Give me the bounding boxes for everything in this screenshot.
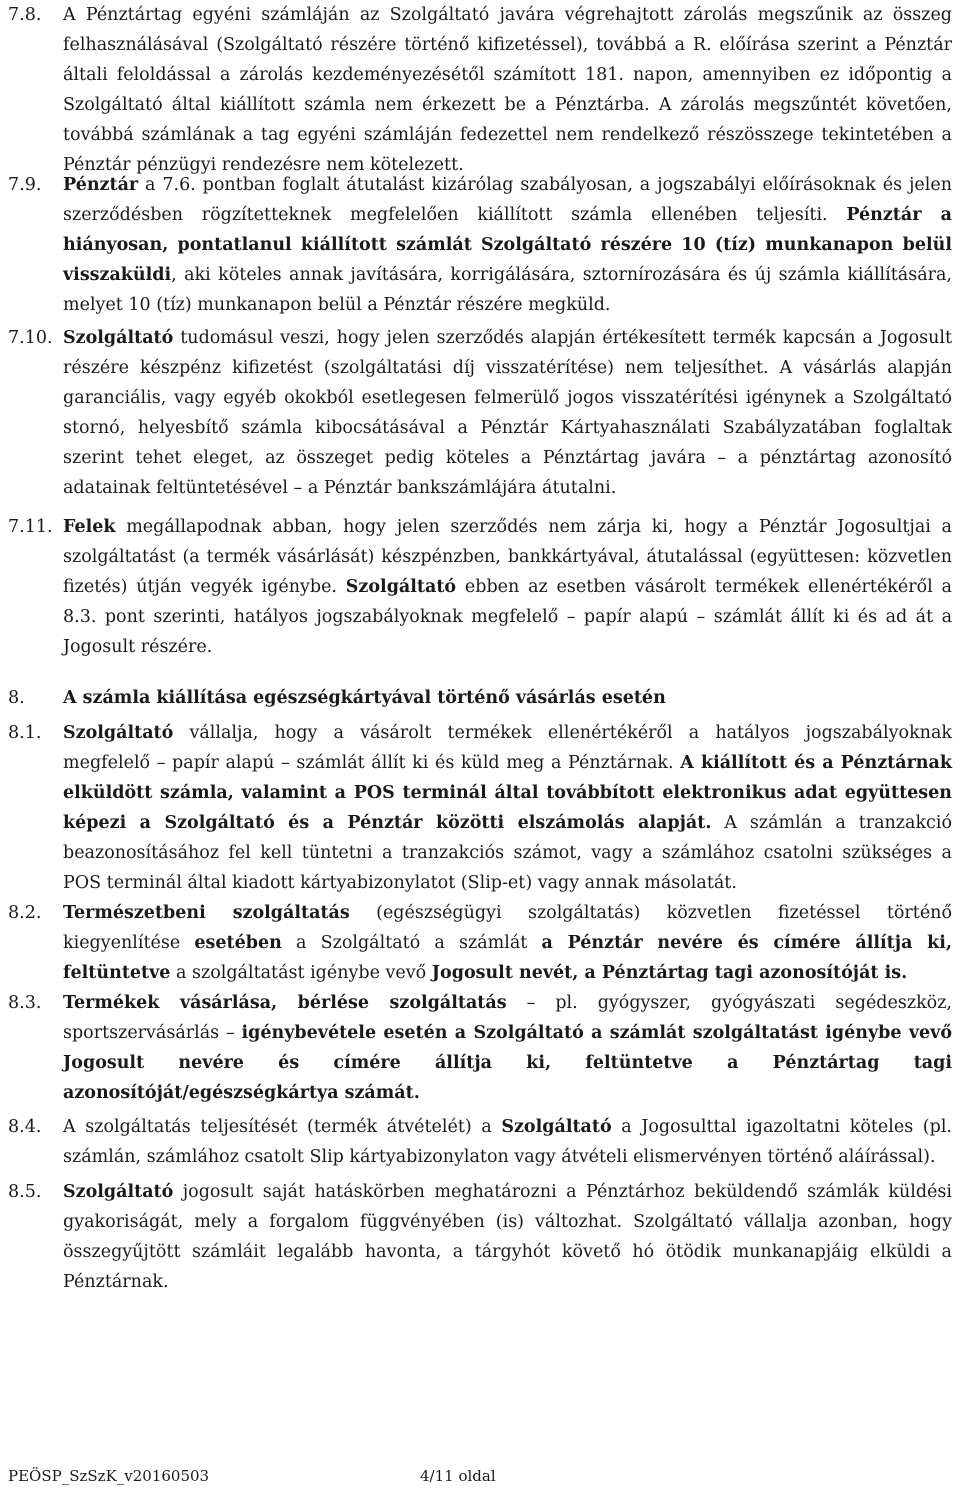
bold-text: Pénztár a — [846, 205, 952, 225]
text-line — [63, 1078, 952, 1108]
text-line — [63, 443, 952, 473]
body-text: stornó, helyesbítő számla kibocsátásával a Pénztár Kártyahasználati Szabályzatában foglaltak — [63, 418, 952, 438]
bold-text: azonosítóját/egészségkártya számát. — [63, 1083, 420, 1103]
text-line — [63, 1177, 952, 1207]
body-text: összegyűjtött számláit legalább havonta, a tárgyhót követő hó ötödik munkanapjáig elküldi a — [63, 1242, 952, 1262]
text-line — [63, 1237, 952, 1267]
bold-text: esetében — [194, 933, 282, 953]
text-line — [63, 323, 952, 353]
body-text: a Jogosulttal igazoltatni köteles (pl. — [611, 1117, 952, 1137]
paragraph-8-2 — [0, 898, 960, 988]
body-text: – pl. gyógyszer, gyógyászati segédeszköz, — [506, 993, 952, 1013]
paragraph-number: 7.9. — [8, 175, 42, 195]
body-text: részére készpénz kifizetést (szolgáltatási díj visszatérítése) nem teljesíthet. A vásárlás alapján — [63, 358, 952, 378]
text-line — [63, 1112, 952, 1142]
text-line — [63, 413, 952, 443]
bold-text: képezi a Szolgáltató és a Pénztár közötti elszámolás alapját. — [63, 813, 712, 833]
text-line — [63, 512, 952, 542]
body-text: (egészségügyi szolgáltatás) közvetlen fizetéssel történő — [349, 903, 952, 923]
text-line — [63, 602, 952, 632]
body-text: a 7.6. pontban foglalt átutalást kizárólag szabályosan, a jogszabályi előírásoknak és jelen — [138, 175, 952, 195]
bold-text: Szolgáltató — [63, 1182, 174, 1202]
text-line — [63, 808, 952, 838]
text-line — [63, 290, 952, 320]
paragraph-7-9 — [0, 170, 960, 320]
body-text: melyet 10 (tíz) munkanapon belül a Pénztár részére megküld. — [63, 295, 611, 315]
text-line — [63, 170, 952, 200]
bold-text: Termékek vásárlása, bérlése szolgáltatás — [63, 993, 507, 1013]
text-line — [63, 542, 952, 572]
bold-text: elküldött számla, valamint a POS terminál által továbbított elektronikus adat együttesen — [63, 783, 952, 803]
body-text: fizetés) útján vegyék igénybe. — [63, 577, 346, 597]
bold-text: Szolgáltató — [63, 328, 174, 348]
paragraph-8-3 — [0, 988, 960, 1108]
text-line — [63, 1018, 952, 1048]
body-text: Pénztár pénzügyi rendezésre nem kötelezett. — [63, 155, 464, 175]
body-text: ebben az esetben vásárolt termékek ellenértékéről a — [456, 577, 952, 597]
paragraph-8-1 — [0, 718, 960, 898]
bold-text: a Pénztár nevére és címére állítja ki, — [541, 933, 952, 953]
text-line — [63, 200, 952, 230]
text-line — [63, 120, 952, 150]
bold-text: visszaküldi — [63, 265, 172, 285]
body-text: számlán, számlához csatolt Slip kártyabizonylaton vagy átvételi elismervényen történő aláírással). — [63, 1147, 936, 1167]
text-line — [63, 30, 952, 60]
paragraph-number: 7.11. — [8, 517, 53, 537]
body-text: szerint tehet eleget, az összeget pedig köteles a Pénztártag javára – a pénztártag azonosító — [63, 448, 952, 468]
text-line — [63, 0, 952, 30]
body-text: A Pénztártag egyéni számláján az Szolgáltató javára végrehajtott zárolás megszűnik az összeg — [63, 5, 952, 25]
text-line — [63, 260, 952, 290]
bold-text: Természetbeni szolgáltatás — [63, 903, 350, 923]
paragraph-number: 8.2. — [8, 903, 42, 923]
text-line — [63, 958, 952, 988]
bold-text: Szolgáltató — [345, 577, 457, 597]
text-line — [63, 230, 952, 260]
text-line — [63, 1267, 952, 1297]
paragraph-8-4 — [0, 1112, 960, 1172]
body-text: Szolgáltató által kiállított számla nem érkezett be a Pénztárba. A zárolás megszűntét követően, — [63, 95, 952, 115]
body-text: a szolgáltatást igénybe vevő — [170, 963, 432, 983]
body-text: tudomásul veszi, hogy jelen szerződés alapján értékesített termék kapcsán a Jogosult — [173, 328, 952, 348]
bold-text: Szolgáltató — [501, 1117, 612, 1137]
text-line — [63, 353, 952, 383]
body-text: általi feloldással a zárolás kezdeményezésétől számított 181. napon, amennyiben ez időpontig a — [63, 65, 952, 85]
bold-text: Felek — [63, 517, 116, 537]
paragraph-7-10 — [0, 323, 960, 503]
body-text: adatainak feltüntetésével – a Pénztár bankszámlájára átutalni. — [63, 478, 617, 498]
footer-page-number: 4/11 oldal — [420, 1467, 496, 1485]
text-line — [63, 473, 952, 503]
body-text: sportszervásárlás – — [63, 1023, 242, 1043]
text-line — [63, 572, 952, 602]
bold-text: feltüntetve — [63, 963, 171, 983]
body-text: A szolgáltatás teljesítését (termék átvételét) a — [63, 1117, 502, 1137]
paragraph-7-8 — [0, 0, 960, 180]
body-text: kiegyenlítése — [63, 933, 195, 953]
body-text: beazonosításához fel kell tüntetni a tranzakciós számot, vagy a számlához csatolni szükséges a — [63, 843, 952, 863]
body-text: gyakoriságát, mely a forgalom függvényében (is) változhat. Szolgáltató vállalja azonban, hogy — [63, 1212, 952, 1232]
body-text: a Szolgáltató a számlát — [281, 933, 542, 953]
text-line — [63, 868, 952, 898]
paragraph-8 — [0, 683, 960, 713]
text-line — [63, 90, 952, 120]
bold-text: A számla kiállítása egészségkártyával történő vásárlás esetén — [63, 688, 666, 708]
body-text: jogosult saját hatáskörben meghatározni a Pénztárhoz beküldendő számlák küldési — [173, 1182, 952, 1202]
text-line — [63, 748, 952, 778]
body-text: vállalja, hogy a vásárolt termékek ellenértékéről a hatályos jogszabályoknak — [173, 723, 952, 743]
bold-text: Jogosult nevét, a Pénztártag tagi azonosítóját is. — [431, 963, 908, 983]
paragraph-number: 8. — [8, 688, 25, 708]
bold-text: Pénztár — [63, 175, 139, 195]
paragraph-number: 8.1. — [8, 723, 42, 743]
text-line — [63, 898, 952, 928]
text-line — [63, 928, 952, 958]
paragraph-number: 7.10. — [8, 328, 53, 348]
body-text: garanciális, vagy egyéb okokból esetlegesen felmerülő jogos visszatérítési igénynek a Szolgáltató — [63, 388, 952, 408]
body-text: továbbá számlának a tag egyéni számláján fedezettel nem rendelkező részösszege tekintetében a — [63, 125, 952, 145]
paragraph-number: 7.8. — [8, 5, 42, 25]
body-text: 8.3. pont szerinti, hatályos jogszabályoknak megfelelő – papír alapú – számlát állít ki és ad át a — [63, 607, 952, 627]
body-text: megállapodnak abban, hogy jelen szerződés nem zárja ki, hogy a Pénztár Jogosultjai a — [115, 517, 952, 537]
text-line — [63, 778, 952, 808]
bold-text: hiányosan, pontatlanul kiállított számlát Szolgáltató részére 10 (tíz) munkanapon belül — [63, 235, 952, 255]
body-text: Jogosult részére. — [63, 637, 213, 657]
body-text: Pénztárnak. — [63, 1272, 169, 1292]
text-line — [63, 718, 952, 748]
bold-text: igénybevétele esetén a Szolgáltató a számlát szolgáltatást igénybe vevő — [241, 1023, 952, 1043]
paragraph-7-11 — [0, 512, 960, 662]
body-text: POS terminál által kiadott kártyabizonylatot (Slip-et) vagy annak másolatát. — [63, 873, 737, 893]
paragraph-number: 8.4. — [8, 1117, 42, 1137]
paragraph-number: 8.3. — [8, 993, 42, 1013]
text-line — [63, 683, 952, 713]
text-line — [63, 838, 952, 868]
footer-doc-id: PEÖSP_SzSzK_v20160503 — [8, 1467, 210, 1485]
text-line — [63, 1207, 952, 1237]
text-line — [63, 1048, 952, 1078]
paragraph-number: 8.5. — [8, 1182, 42, 1202]
body-text: megfelelő – papír alapú – számlát állít ki és küld meg a Pénztárnak. — [63, 753, 681, 773]
bold-text: Szolgáltató — [63, 723, 174, 743]
text-line — [63, 60, 952, 90]
text-line — [63, 632, 952, 662]
body-text: szerződésben rögzítetteknek megfelelően kiállított számla ellenében teljesíti. — [63, 205, 847, 225]
text-line — [63, 1142, 952, 1172]
body-text: , aki köteles annak javítására, korrigálására, sztornírozására és új számla kiállítására, — [171, 265, 952, 285]
paragraph-8-5 — [0, 1177, 960, 1297]
body-text: felhasználásával (Szolgáltató részére történő kifizetéssel), továbbá a R. előírása szerint a Pénztár — [63, 35, 952, 55]
bold-text: Jogosult nevére és címére állítja ki, feltüntetve a Pénztártag tagi — [63, 1053, 952, 1073]
text-line — [63, 988, 952, 1018]
body-text: szolgáltatást (a termék vásárlását) készpénzben, bankkártyával, átutalással (együttesen: közvetlen — [63, 547, 952, 567]
text-line — [63, 383, 952, 413]
body-text: A számlán a tranzakció — [711, 813, 952, 833]
bold-text: A kiállított és a Pénztárnak — [680, 753, 952, 773]
